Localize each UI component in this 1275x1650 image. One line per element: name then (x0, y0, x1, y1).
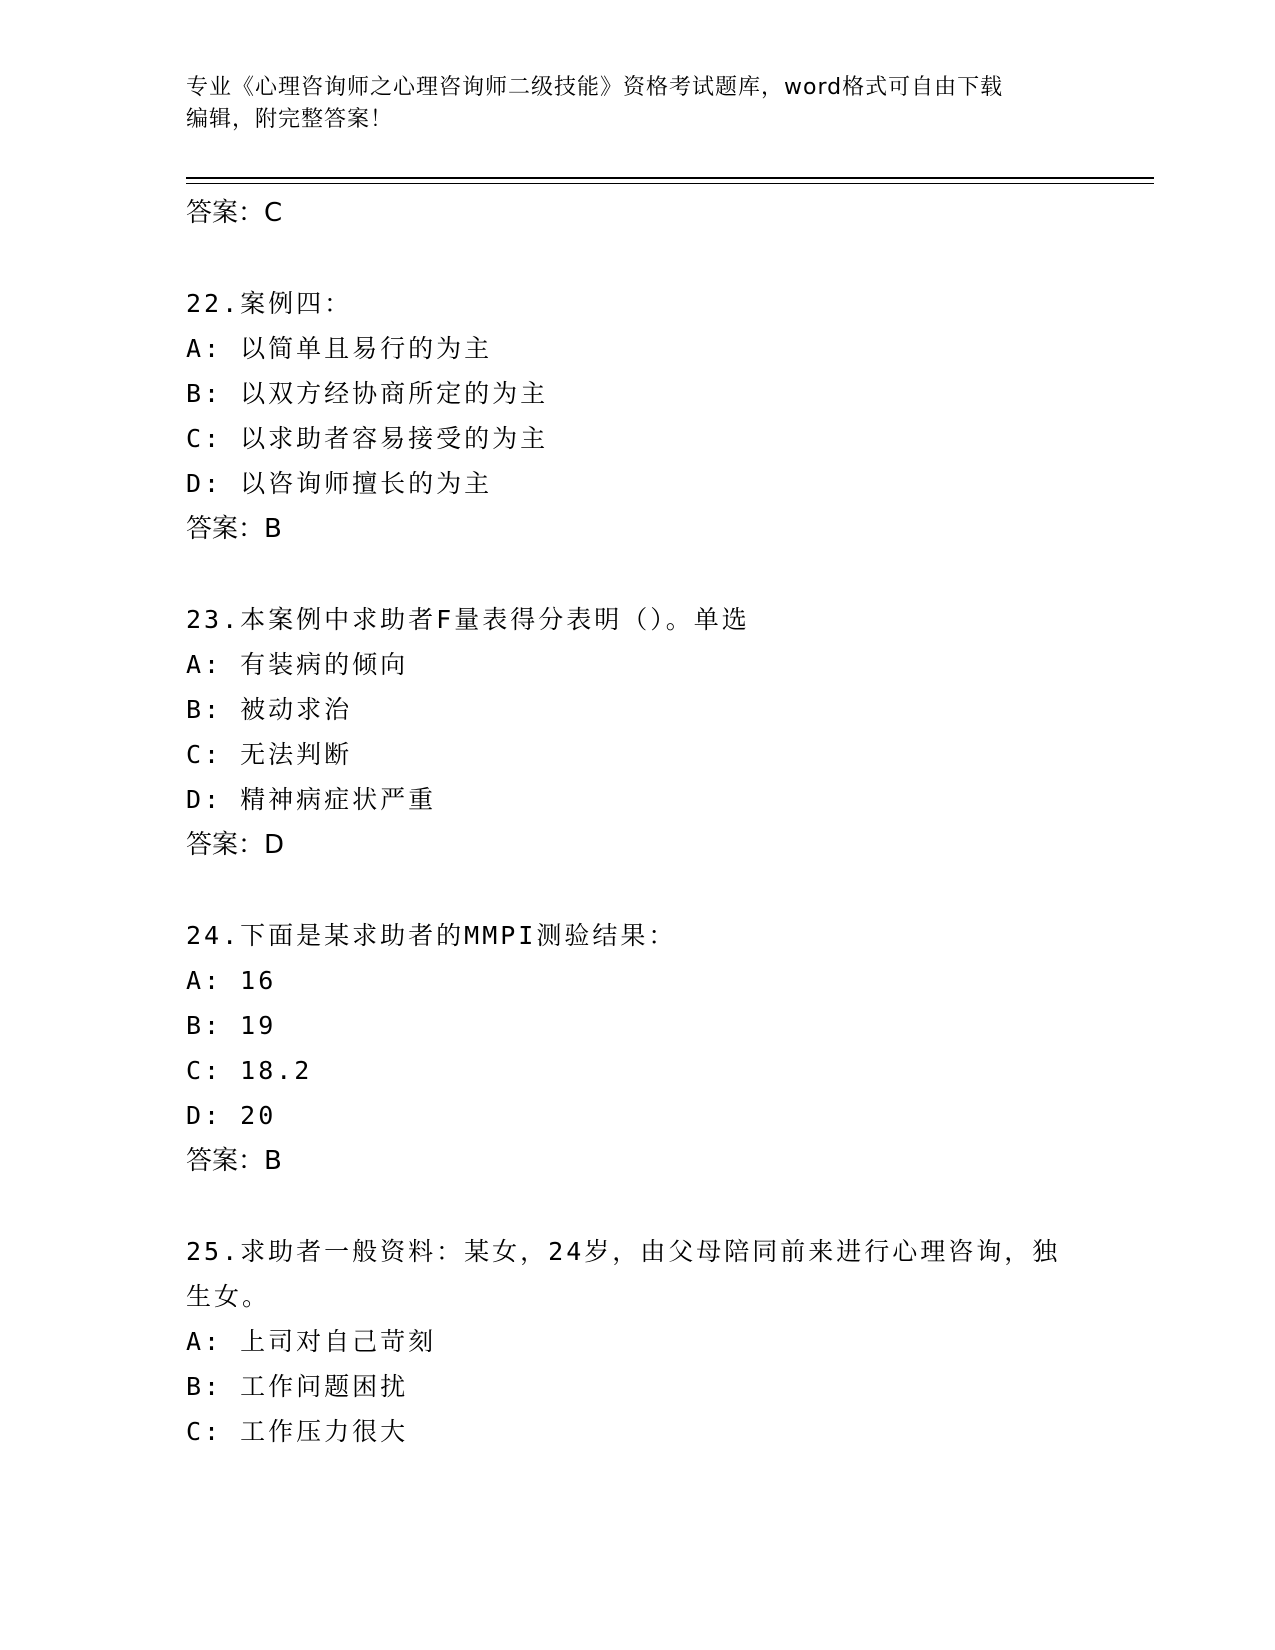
question-title: 24.下面是某求助者的MMPI测验结果： (186, 921, 677, 950)
option-c: C: 以求助者容易接受的为主 (186, 424, 549, 453)
option-b: B: 以双方经协商所定的为主 (186, 379, 549, 408)
header-line-2: 编辑，附完整答案！ (186, 107, 394, 132)
question-23 (186, 597, 1086, 868)
answer-line: 答案：C (186, 198, 283, 228)
option-b: B: 工作问题困扰 (186, 1372, 409, 1401)
question-22 (186, 281, 1086, 552)
option-a: A: 以简单且易行的为主 (186, 334, 493, 363)
option-b: B: 19 (186, 1011, 277, 1040)
answer-line: 答案：B (186, 514, 282, 544)
question-list (186, 190, 1086, 1454)
option-c: C: 工作压力很大 (186, 1417, 409, 1446)
answer-line: 答案：D (186, 830, 285, 860)
option-c: C: 无法判断 (186, 740, 353, 769)
question-25 (186, 1229, 1086, 1454)
answer-line: 答案：B (186, 1146, 282, 1176)
header-rule-thin (186, 183, 1154, 184)
question-title: 22.案例四： (186, 289, 353, 318)
option-d: D: 20 (186, 1101, 277, 1130)
document-header (186, 72, 1066, 136)
header-line-1: 专业《心理咨询师之心理咨询师二级技能》资格考试题库，word格式可自由下载 (186, 75, 1004, 100)
option-a: A: 有装病的倾向 (186, 650, 409, 679)
question-24 (186, 913, 1086, 1184)
question-title: 25.求助者一般资料：某女，24岁，由父母陪同前来进行心理咨询，独生女。 (186, 1237, 1061, 1311)
question-title: 23.本案例中求助者F量表得分表明（）。单选 (186, 605, 750, 634)
option-a: A: 16 (186, 966, 277, 995)
option-b: B: 被动求治 (186, 695, 353, 724)
option-d: D: 以咨询师擅长的为主 (186, 469, 493, 498)
option-c: C: 18.2 (186, 1056, 313, 1085)
header-rule-thick (186, 177, 1154, 179)
option-d: D: 精神病症状严重 (186, 785, 437, 814)
option-a: A: 上司对自己苛刻 (186, 1327, 437, 1356)
